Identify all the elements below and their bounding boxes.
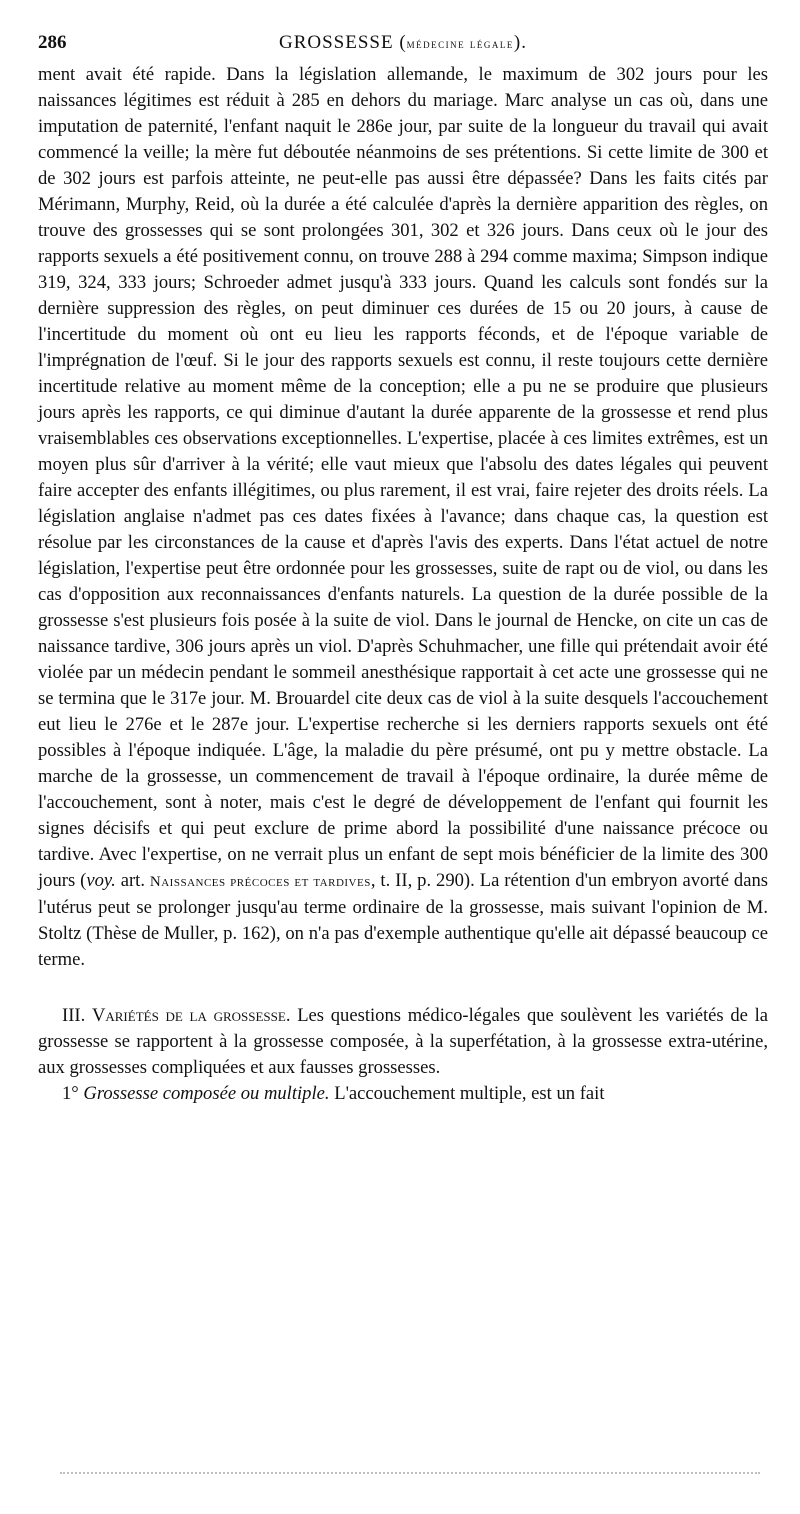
running-head-main: GROSSESSE ( <box>279 32 407 53</box>
paragraph-multiple-text: L'accouchement multiple, est un fait <box>329 1083 605 1104</box>
scan-bleed-through <box>60 1472 760 1477</box>
body-text <box>38 62 768 1107</box>
cross-reference-art: art. <box>115 870 150 891</box>
page-header <box>38 30 768 56</box>
paragraph-duration <box>38 62 768 973</box>
paragraph-duration-text: ment avait été rapide. Dans la législation allemande, le maximum de 302 jours pour les naissances légitimes est réduit à 285 en dehors du mariage. Marc analyse un cas où, dans une imputation de paternité, l'enfant naquit le 286e jour, par suite de la longueur du travail qui avait commencé la veille; la mère fut déboutée néanmoins de ses prétentions. Si cette limite de 300 et de 302 jours est parfois atteinte, ne peut-elle pas aussi être dépassée? Dans les faits cités par Mérimann, Murphy, Reid, où la durée a été calculée d'après la dernière apparition des règles, on trouve des grossesses qui se sont prolongées 301, 302 et 326 jours. Dans ceux où le jour des rapports sexuels a été positivement connu, on trouve 288 à 294 comme maxima; Simpson indique 319, 324, 333 jours; Schroeder admet jusqu'à 333 jours. Quand les calculs sont fondés sur la dernière suppression des règles, on peut diminuer ces durées de 15 ou 20 jours, à cause de l'incertitude du moment où ont eu lieu les rapports féconds, et de l'époque variable de l'imprégnation de l'œuf. Si le jour des rapports sexuels est connu, il reste toujours cette dernière incertitude relative au moment même de la conception; elle a pu ne se produire que plusieurs jours après les rapports, ce qui diminue d'autant la durée apparente de la grossesse et rend plus vraisemblables ces observations exceptionnelles. L'expertise, placée à ces limites extrêmes, est un moyen plus sûr d'arriver à la vérité; elle vaut mieux que l'absolu des dates légales qui peuvent faire accepter des enfants illégitimes, ou plus rarement, il est vrai, faire rejeter des droits réels. La législation anglaise n'admet pas ces dates fixées à l'avance; dans chaque cas, la question est résolue par les circonstances de la cause et d'après l'avis des experts. Dans l'état actuel de notre législation, l'expertise peut être ordonnée pour les grossesses, suite de rapt ou de viol, ou dans les cas d'opposition aux reconnaissances d'enfants naturels. La question de la durée possible de la grossesse s'est plusieurs fois posée à la suite de viol. Dans le journal de Hencke, on cite un cas de naissance tardive, 306 jours après un viol. D'après Schuhmacher, une fille qui prétendait avoir été violée par un médecin pendant le sommeil anesthésique rapportait à cet acte une grossesse qui ne se termina que le 317e jour. M. Brouardel cite deux cas de viol à la suite desquels l'accouchement eut lieu le 276e et le 287e jour. L'expertise recherche si les derniers rapports sexuels ont été possibles à l'époque indiquée. L'âge, la maladie du père présumé, ont pu y mettre obstacle. La marche de la grossesse, un commencement de travail à l'époque ordinaire, la durée même de l'accouchement, sont à noter, mais c'est le degré de développement de l'enfant qui fournit les signes décisifs et qui peut exclure de prime abord la possibilité d'une naissance précoce ou tardive. Avec l'expertise, on ne verrait plus un enfant de sept mois bénéficier de la limite des 300 jours ( <box>38 64 768 891</box>
page-number: 286 <box>38 32 67 53</box>
paragraph-varieties <box>38 1003 768 1081</box>
section-number: III. <box>62 1005 92 1026</box>
section-title: Variétés de la grossesse. <box>91 1005 291 1026</box>
running-head-subtitle: médecine légale <box>406 36 514 51</box>
cross-reference-title: Naissances précoces et tardives <box>149 874 371 890</box>
subsection-title: Grossesse composée ou multiple. <box>83 1083 330 1104</box>
cross-reference-voy: voy. <box>86 870 116 891</box>
paragraph-multiple <box>38 1081 768 1107</box>
subsection-number: 1° <box>62 1083 84 1104</box>
section-gap <box>38 973 768 1003</box>
running-head <box>38 30 768 57</box>
running-head-end: ). <box>513 32 527 53</box>
paragraph-duration-tail: , t. II, p. 290). La rétention d'un embryon avorté dans l'utérus peut se prolonger jusqu'au terme ordinaire de la grossesse, mais suivant l'opinion de M. Stoltz (Thèse de Muller, p. 162), on n'a pas d'exemple authentique qu'elle ait dépassé beaucoup ce terme. <box>38 870 768 970</box>
paragraph-varieties-text: Les questions médico-légales que soulèvent les variétés de la grossesse se rapportent à la grossesse composée, à la superfétation, à la grossesse extra-utérine, aux grossesses compliquées et aux fausses grossesses. <box>38 1005 769 1078</box>
